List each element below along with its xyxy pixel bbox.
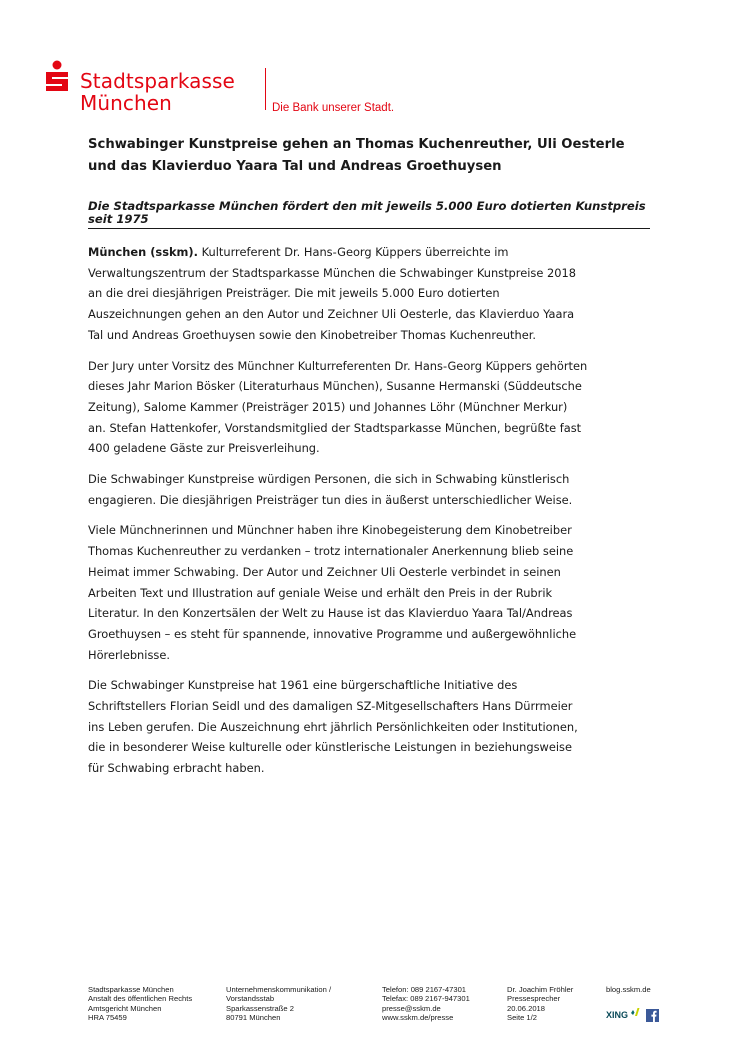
- footer-phone: Telefon: 089 2167-47301: [382, 985, 467, 994]
- article-headline: Schwabinger Kunstpreise gehen an Thomas Kuchenreuther, Uli Oesterle und das Klavierduo Yaara Tal und Andreas Groethuysen: [88, 137, 625, 174]
- footer-line: Stadtsparkasse München: [88, 985, 174, 994]
- footer-press-contact: [507, 985, 573, 1023]
- footer-line: HRA 75459: [88, 1013, 127, 1023]
- footer-contact: [382, 985, 470, 1023]
- paragraph: Viele Münchnerinnen und Münchner haben ihre Kinobegeisterung dem Kinobetreiber Thomas Kuchenreuther zu verdanken – trotz internationaler Anerkennung blieb seine Heimat immer Schwabing. Der Autor und Zeichner Uli Oesterle verbindet in seinen Arbeiten Text und Illustration auf geniale Weise und erhält den Preis in der Rubrik Literatur. In den Konzertsälen der Welt zu Hause ist das Klavierduo Yaara Tal/Andreas Groethuysen – es steht für spannende, innovative Programme und außergewöhnliche Hörerlebnisse.: [88, 523, 577, 662]
- facebook-icon[interactable]: [646, 1009, 659, 1022]
- footer-line: Pressesprecher: [507, 994, 561, 1004]
- paragraph: Die Schwabinger Kunstpreise hat 1961 eine bürgerschaftliche Initiative des Schriftstellers Florian Seidl und des damaligen SZ-Mitgesellschafters Hans Dürrmeier ins Leben gerufen. Die Auszeichnung ehrt jährlich Persönlichkeiten oder Institutionen, die in besonderer Weise kulturelle oder künstlerische Leistungen in beziehungsweise für Schwabing erbracht haben.: [88, 678, 578, 776]
- brand-claim: Die Bank unserer Stadt.: [272, 102, 395, 114]
- footer-email-link[interactable]: presse@sskm.de: [382, 1003, 441, 1013]
- paragraph: [88, 242, 588, 346]
- footer-line: Anstalt des öffentlichen Rechts: [88, 994, 193, 1004]
- footer-blog: [606, 985, 651, 994]
- footer-line: Amtsgericht München: [88, 1003, 162, 1013]
- blog-link[interactable]: blog.sskm.de: [606, 985, 651, 994]
- letterhead: [44, 56, 664, 126]
- xing-link[interactable]: XING: [606, 1010, 629, 1020]
- brand-name-line2: München: [80, 91, 172, 115]
- article-body: [88, 242, 588, 789]
- footer-line: 80791 München: [226, 1013, 281, 1023]
- xing-icon[interactable]: [630, 1007, 640, 1017]
- footer-line: Unternehmenskommunikation /: [226, 985, 332, 994]
- paragraph: Der Jury unter Vorsitz des Münchner Kulturreferenten Dr. Hans-Georg Küppers gehörten dieses Jahr Marion Bösker (Literaturhaus München), Susanne Hermanski (Süddeutsche Zeitung), Salome Kammer (Preisträger 2015) und Johannes Löhr (Münchner Merkur) an. Stefan Hattenkofer, Vorstandsmitglied der Stadtsparkasse München, begrüßte fast 400 geladene Gäste zur Preisverleihung.: [88, 358, 588, 456]
- footer-line: Sparkassenstraße 2: [226, 1003, 294, 1013]
- footer-company: [88, 985, 192, 1023]
- article-subheadline: Die Stadtsparkasse München fördert den mit jeweils 5.000 Euro dotierten Kunstpreis seit 1975: [88, 200, 650, 229]
- footer-line: Dr. Joachim Fröhler: [507, 985, 574, 994]
- social-links: [606, 1009, 666, 1023]
- footer: [88, 985, 660, 1045]
- brand-name: [80, 70, 235, 114]
- footer-date: 20.06.2018: [507, 1003, 546, 1013]
- footer-fax: Telefax: 089 2167-947301: [382, 994, 470, 1004]
- brand-divider: [265, 68, 266, 110]
- sparkasse-logo-icon: [44, 60, 70, 96]
- paragraph-text: Kulturreferent Dr. Hans-Georg Küppers überreichte im Verwaltungszentrum der Stadtsparkasse München die Schwabinger Kunstpreise 2018 an die drei diesjährigen Preisträger. Die mit jeweils 5.000 Euro dotierten Auszeichnungen gehen an den Autor und Zeichner Uli Oesterle, das Klavierduo Yaara Tal und Andreas Groethuysen sowie den Kinobetreiber Thomas Kuchenreuther.: [88, 245, 576, 342]
- paragraph: Die Schwabinger Kunstpreise würdigen Personen, die sich in Schwabing künstlerisch engagieren. Die diesjährigen Preisträger tun dies in äußerst unterschiedlicher Weise.: [88, 472, 573, 507]
- footer-page-number: Seite 1/2: [507, 1013, 537, 1023]
- footer-website-link[interactable]: www.sskm.de/presse: [382, 1013, 454, 1023]
- dateline: München (sskm).: [88, 245, 198, 259]
- footer-department: [226, 985, 331, 1023]
- footer-line: Vorstandsstab: [226, 994, 275, 1004]
- brand-name-line1: Stadtsparkasse: [80, 69, 235, 93]
